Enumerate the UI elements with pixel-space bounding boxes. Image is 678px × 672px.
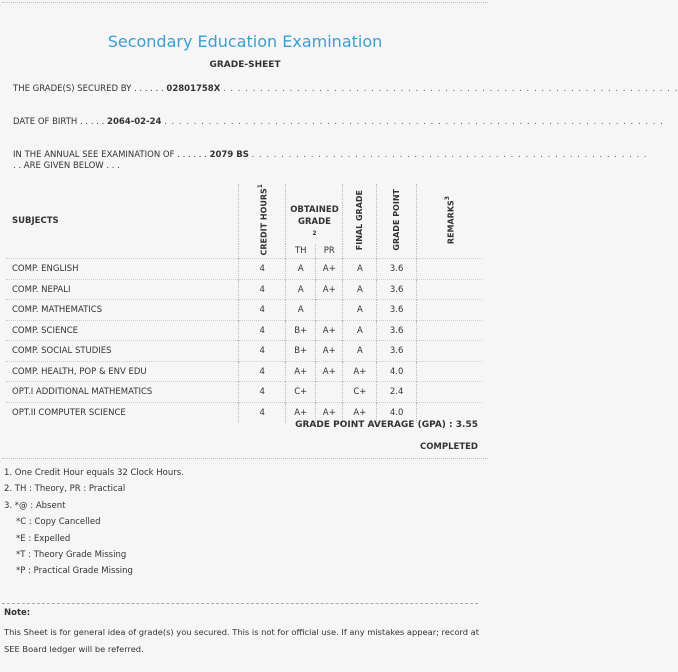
credit-hours-cell: 4 — [238, 259, 286, 280]
practical-grade-cell: A+ — [316, 402, 343, 423]
remarks-sup: 3 — [444, 195, 452, 200]
theory-grade-cell: A — [286, 300, 316, 321]
theory-grade-cell: A — [286, 279, 316, 300]
grade-point-text: GRADE POINT — [392, 188, 402, 251]
practical-grade-cell: A+ — [316, 361, 343, 382]
grade-point-cell: 4.0 — [377, 402, 417, 423]
exam-label: IN THE ANNUAL SEE EXAMINATION OF . . . . . . — [13, 150, 207, 160]
symbol-number: 02801758X — [166, 84, 221, 94]
remarks-cell — [417, 279, 483, 300]
table-row — [6, 341, 482, 362]
theory-grade-cell: A+ — [286, 361, 316, 382]
note-title: Note: — [4, 608, 31, 618]
practical-grade-cell — [316, 382, 343, 403]
practical-grade-cell: A+ — [316, 341, 343, 362]
theory-grade-cell: C+ — [286, 382, 316, 403]
header-credit-hours — [238, 184, 286, 259]
table-row — [6, 361, 482, 382]
final-grade-cell: A — [343, 320, 377, 341]
remarks-cell — [417, 382, 483, 403]
practical-grade-cell: A+ — [316, 259, 343, 280]
theory-grade-cell: B+ — [286, 341, 316, 362]
header-obtained-grade — [286, 184, 343, 244]
theory-grade-cell: A+ — [286, 402, 316, 423]
credit-hours-cell: 4 — [238, 402, 286, 423]
practical-grade-cell: A+ — [316, 279, 343, 300]
footnote-expelled: *E : Expelled — [16, 533, 71, 544]
practical-grade-cell: A+ — [316, 320, 343, 341]
credit-hours-cell: 4 — [238, 279, 286, 300]
final-grade-cell: A+ — [343, 402, 377, 423]
final-grade-cell: A+ — [343, 361, 377, 382]
footnote-3: 3. *@ : Absent — [4, 500, 66, 511]
credit-hours-text: CREDIT HOURS — [259, 188, 269, 256]
table-row — [6, 259, 482, 280]
practical-grade-cell — [316, 300, 343, 321]
header-remarks-label — [443, 196, 456, 244]
note-text: This Sheet is for general idea of grade(s) you secured. This is not for official use. If any mistakes appear; record at SEE Board ledger will be referred. — [4, 627, 480, 654]
gpa-text: GRADE POINT AVERAGE (GPA) : 3.55 — [295, 420, 478, 430]
final-grade-text: FINAL GRADE — [355, 189, 365, 250]
note-divider — [2, 603, 478, 604]
given-below-line — [13, 161, 478, 171]
header-th: TH — [286, 244, 316, 259]
top-divider — [2, 2, 488, 3]
table-row — [6, 279, 482, 300]
grade-point-cell: 3.6 — [377, 300, 417, 321]
grade-point-cell: 3.6 — [377, 259, 417, 280]
status-text: COMPLETED — [419, 442, 478, 452]
grades-table — [6, 184, 482, 423]
remarks-cell — [417, 341, 483, 362]
table-row — [6, 320, 482, 341]
table-row — [6, 382, 482, 403]
final-grade-cell: A — [343, 341, 377, 362]
grade-secured-label: THE GRADE(S) SECURED BY . . . . . . — [13, 84, 164, 94]
remarks-text: REMARKS — [446, 199, 456, 244]
dob-label: DATE OF BIRTH . . . . . — [13, 117, 105, 127]
final-grade-cell: C+ — [343, 382, 377, 403]
grade-sheet — [2, 2, 678, 670]
dot-leader: . . . . . . . . . . . . . . . . . . . . . . . . . . . . . . . . . . . . . . . . . . . . . . . . . . . . . . — [251, 150, 648, 160]
header-credit-hours-label — [256, 184, 269, 255]
subject-cell: COMP. NEPALI — [6, 279, 238, 300]
divider — [2, 458, 488, 459]
credit-hours-cell: 4 — [238, 382, 286, 403]
remarks-cell — [417, 259, 483, 280]
header-pr: PR — [316, 244, 343, 259]
subject-cell: OPT.I ADDITIONAL MATHEMATICS — [6, 382, 238, 403]
theory-grade-cell: A — [286, 259, 316, 280]
table-row — [6, 300, 482, 321]
obtained-grade-text: OBTAINED GRADE — [290, 204, 339, 227]
credit-hours-cell: 4 — [238, 361, 286, 382]
obtained-grade-sup: 2 — [312, 229, 317, 237]
grade-point-cell: 4.0 — [377, 361, 417, 382]
grade-point-cell: 3.6 — [377, 341, 417, 362]
grade-secured-line — [13, 84, 678, 94]
header-subjects-label: SUBJECTS — [12, 216, 59, 227]
grade-point-cell: 2.4 — [377, 382, 417, 403]
grade-point-cell: 3.6 — [377, 279, 417, 300]
dot-leader: . . . . . . . . . . . . . . . . . . . . . . . . . . . . . . . . . . . . . . . . . . . . . . . . . . . . . . . . . . . . . . . . . . . . — [164, 117, 664, 127]
remarks-cell — [417, 300, 483, 321]
header-subjects — [6, 184, 238, 259]
table-header-row — [6, 184, 482, 244]
page-title: Secondary Education Examination — [107, 32, 383, 51]
subject-cell: COMP. MATHEMATICS — [6, 300, 238, 321]
subject-cell: COMP. ENGLISH — [6, 259, 238, 280]
footnote-theory-missing: *T : Theory Grade Missing — [16, 550, 127, 561]
exam-year: 2079 BS — [209, 150, 249, 160]
footnote-1: 1. One Credit Hour equals 32 Clock Hours. — [4, 468, 184, 478]
subject-cell: COMP. SOCIAL STUDIES — [6, 341, 238, 362]
credit-hours-cell: 4 — [238, 320, 286, 341]
subject-cell: COMP. HEALTH, POP & ENV EDU — [6, 361, 238, 382]
credit-hours-cell: 4 — [238, 341, 286, 362]
credit-hours-cell: 4 — [238, 300, 286, 321]
theory-grade-cell: B+ — [286, 320, 316, 341]
header-final-grade — [343, 184, 377, 259]
remarks-cell — [417, 361, 483, 382]
header-remarks — [417, 184, 483, 259]
grade-point-cell: 3.6 — [377, 320, 417, 341]
given-below-text: . . ARE GIVEN BELOW . . . — [13, 161, 120, 171]
credit-hours-sup: 1 — [256, 184, 264, 189]
final-grade-cell: A — [343, 279, 377, 300]
subject-cell: COMP. SCIENCE — [6, 320, 238, 341]
footnote-practical-missing: *P : Practical Grade Missing — [16, 566, 133, 577]
final-grade-cell: A — [343, 259, 377, 280]
footnote-copy-cancelled: *C : Copy Cancelled — [16, 517, 101, 528]
page-subtitle: GRADE-SHEET — [209, 60, 281, 70]
footnote-2: 2. TH : Theory, PR : Practical — [4, 484, 126, 495]
subject-cell: OPT.II COMPUTER SCIENCE — [6, 402, 238, 423]
header-grade-point — [377, 184, 417, 259]
exam-line — [13, 150, 648, 160]
final-grade-cell: A — [343, 300, 377, 321]
remarks-cell — [417, 320, 483, 341]
footnotes — [4, 465, 184, 580]
grade-rows — [6, 259, 482, 423]
dot-leader: . . . . . . . . . . . . . . . . . . . . . . . . . . . . . . . . . . . . . . . . . . . . . . . . . . . . . . . . . . . . . . — [222, 84, 678, 94]
dob-value: 2064-02-24 — [107, 117, 162, 127]
dob-line — [13, 117, 664, 127]
